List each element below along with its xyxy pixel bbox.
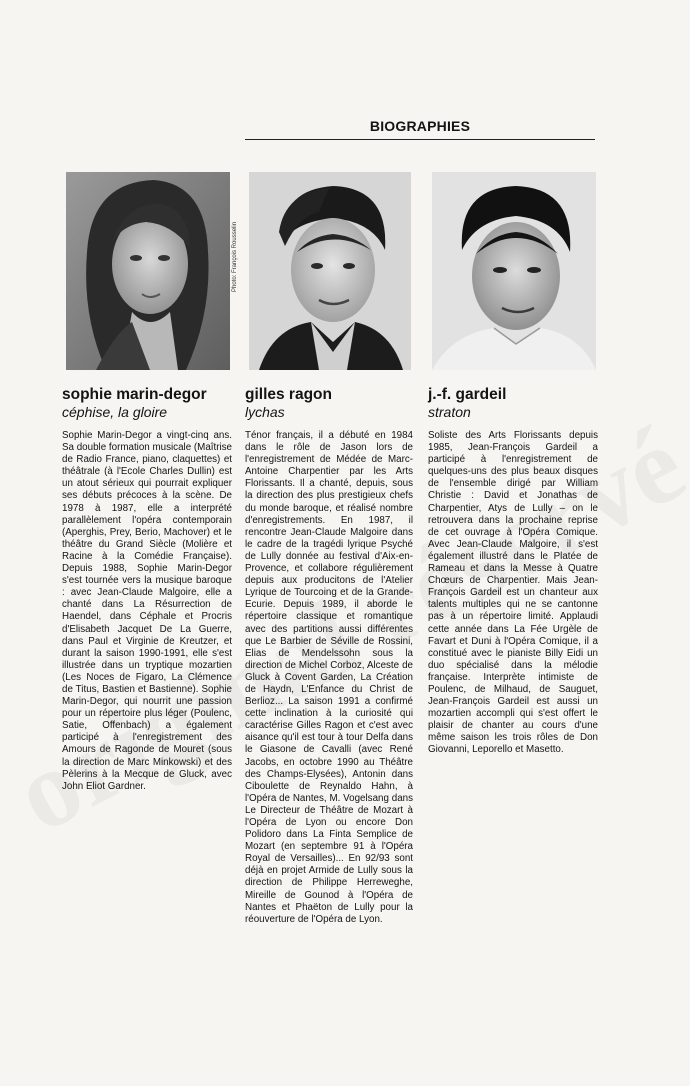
portrait-photo-jf-gardeil — [432, 172, 596, 370]
artist-role: céphise, la gloire — [62, 404, 168, 420]
artist-name: gilles ragon — [245, 386, 332, 403]
photo-credit: Photo: François Rousselin — [232, 221, 238, 292]
portrait-photo-gilles-ragon — [249, 172, 411, 370]
section-title: BIOGRAPHIES — [369, 118, 471, 134]
bio-column-jf-gardeil — [428, 386, 598, 757]
artist-bio: Soliste des Arts Florissants depuis 1985, Jean-François Gardeil a participé à l'enregistrement de quelques-uns des plus beaux disques de l'ensemble dirigé par William Christie : David et Jonathas de Charpentier, Atys de Lully – on le retrouvera dans la prochaine reprise de cet ouvrage à l'Opéra Comique. Avec Jean-Claude Malgoire, il s'est également illustré dans le Platée de Rameau et dans la Messe à Quatre Chœurs de Charpentier. Mais Jean-François Gardeil est un chanteur aux talents multiples qui ne se cantonne pas à un répertoire limité. Applaudi cette année dans La Fée Urgèle de Favart et Duni à l'Opéra Comique, il a constitué avec le pianiste Billy Eidi un duo spécialisé dans la mélodie française. Interprète intimiste de Poulenc, de Milhaud, de Sauguet, Jean-François Gardeil est aussi un mozartien accompli qui s'est offert le plaisir de chanter au cours d'une même saison les trois rôles de Don Giovanni, Leporello et Masetto. — [428, 430, 598, 756]
artist-name: j.-f. gardeil — [428, 386, 507, 403]
bio-column-gilles-ragon — [245, 386, 413, 926]
artist-role: straton — [428, 404, 471, 420]
portrait-photo-sophie-marin-degor — [66, 172, 230, 370]
artist-role: lychas — [245, 404, 285, 420]
artist-bio: Ténor français, il a débuté en 1984 dans le rôle de Jason lors de l'enregistrement de Médée de Marc-Antoine Charpentier par les Arts Florissants. Il a chanté, depuis, sous la direction des plus prestigieux chefs du monde baroque, et réalisé nombre d'enregistrements. En 1987, il rencontre Jean-Claude Malgoire dans le cadre de la tragédi lyrique Psyché de Lully donnée au festival d'Aix-en-Provence, et collabore régulièrement depuis aux producitons de l'Atelier Lyrique de Tourcoing et de la Grande-Ecurie. Depuis 1989, il aborde le répertoire classique et romantique avec des partitions aussi différentes que Le Barbier de Séville de Rossini, Elias de Mendelssohn sous la direction de Michel Corboz, Alceste de Gluck à Covent Garden, La Création de Haydn, L'Enfance du Christ de Berlioz... La saison 1991 a confirmé cette inclination à la curiosité qui caractérise Gilles Ragon et c'est avec aisance qu'il est tour à tour Delfa dans le Giasone de Cavalli (avec René Jacobs, en octobre 1990 au Théâtre des Champs-Elysées), Antonin dans Ciboulette de Reynaldo Hahn, à l'Opéra de Nantes, M. Vogelsang dans Le Directeur de Théâtre de Mozart à l'Opéra de Lyon ou encore Don Polidoro dans La Finta Semplice de Mozart (en septembre 91 à l'Opéra Royal de Versailles)... En 92/93 sont déjà en projet Armide de Lully sous la direction de Philippe Herreweghe, Mireille de Gounod à l'Opéra de Nantes et Phaëton de Lully pour la réouverture de l'Opéra de Lyon. — [245, 430, 413, 925]
section-header — [245, 118, 595, 140]
artist-name: sophie marin-degor — [62, 386, 207, 403]
bio-column-sophie-marin-degor — [62, 386, 232, 793]
artist-bio: Sophie Marin-Degor a vingt-cinq ans. Sa double formation musicale (Maîtrise de Radio France, piano, claquettes) et théâtrale (à l'Ecole Charles Dullin) est un atout sérieux qui pourrait expliquer ses débuts précoces à la scène. De 1978 à 1987, elle a interprété parallèlement l'opéra contemporain (Aperghis, Prey, Berio, Machover) et le théâtre du Grand Siècle (Molière et Racine à la Comédie Française). Depuis 1988, Sophie Marin-Degor s'est tournée vers la musique baroque : avec Jean-Claude Malgoire, elle a chanté dans La Résurrection de Haendel, dans Céphale et Procris d'Elisabeth Jacquet De La Guerre, dans Paul et Virginie de Kreutzer, et durant la saison 1990-1991, elle s'est illustrée dans un tryptique mozartien (Les Noces de Figaro, La Clémence de Titus, Bastien et Bastienne). Sophie Marin-Degor, qui nourrit une passion pour un répertoire plus léger (Poulenc, Satie, Offenbach) a également participé à l'enregistrement des Amours de Ragonde de Mouret (sous la direction de Marc Minkowski) et des Pèlerins à la Mecque de Gluck, avec John Eliot Gardner. — [62, 430, 232, 792]
